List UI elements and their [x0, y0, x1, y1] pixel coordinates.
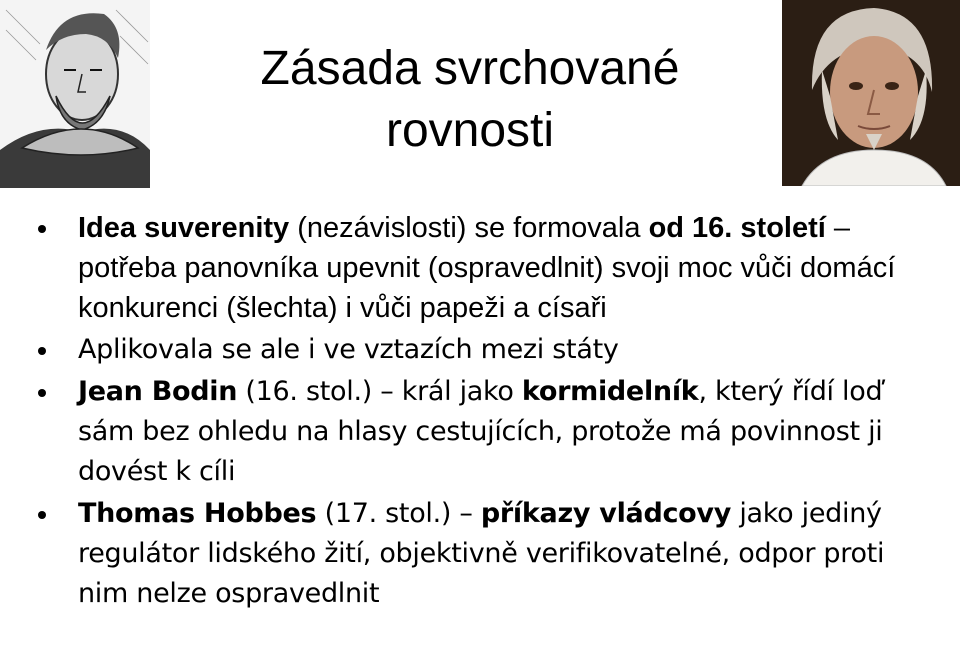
- bullet-text: , který řídí loď sám bez ohledu na hlasy cestujících, protože má povinnost ji dovést k cíli: [78, 376, 883, 487]
- bullet-emphasis: Thomas Hobbes: [78, 498, 317, 529]
- bullet-emphasis: kormidelník: [521, 376, 699, 407]
- bullet-dot-icon: [38, 511, 46, 519]
- slide-title: [170, 38, 770, 162]
- bullet-item-hobbes: [0, 494, 960, 614]
- bullet-emphasis: Idea suverenity: [78, 212, 290, 244]
- bullet-text: – potřeba panovníka upevnit (ospravedlnit) svoji moc vůči domácí konkurenci (šlechta) i vůči papeži a císaři: [78, 212, 896, 324]
- bullet-item-interstate: [0, 330, 960, 370]
- bullet-list: [0, 208, 960, 614]
- bullet-text: Aplikovala se ale i ve vztazích mezi státy: [78, 334, 619, 365]
- bullet-text: (16. stol.) – král jako: [237, 376, 522, 407]
- title-line-2: rovnosti: [385, 104, 555, 157]
- bullet-item-bodin: [0, 372, 960, 492]
- bullet-emphasis: příkazy vládcovy: [480, 498, 732, 529]
- painted-portrait-image: [782, 0, 960, 186]
- portrait-painting-right: [782, 0, 960, 186]
- bullet-dot-icon: [38, 225, 46, 233]
- portrait-engraving-left: [0, 0, 150, 188]
- title-line-1: Zásada svrchované: [260, 42, 680, 95]
- bullet-text: jako jediný regulátor lidského žití, objektivně verifikovatelné, odpor proti nim nelze ospravedlnit: [78, 498, 885, 609]
- bullet-emphasis: od 16. století: [648, 212, 826, 244]
- bullet-item-sovereignty: [0, 208, 960, 328]
- bullet-emphasis: Jean Bodin: [78, 376, 238, 407]
- bullet-dot-icon: [38, 389, 46, 397]
- bullet-text: (17. stol.) –: [316, 498, 481, 529]
- bullet-dot-icon: [38, 347, 46, 355]
- engraved-portrait-image: [0, 0, 150, 188]
- bullet-text: (nezávislosti) se formovala: [289, 212, 649, 244]
